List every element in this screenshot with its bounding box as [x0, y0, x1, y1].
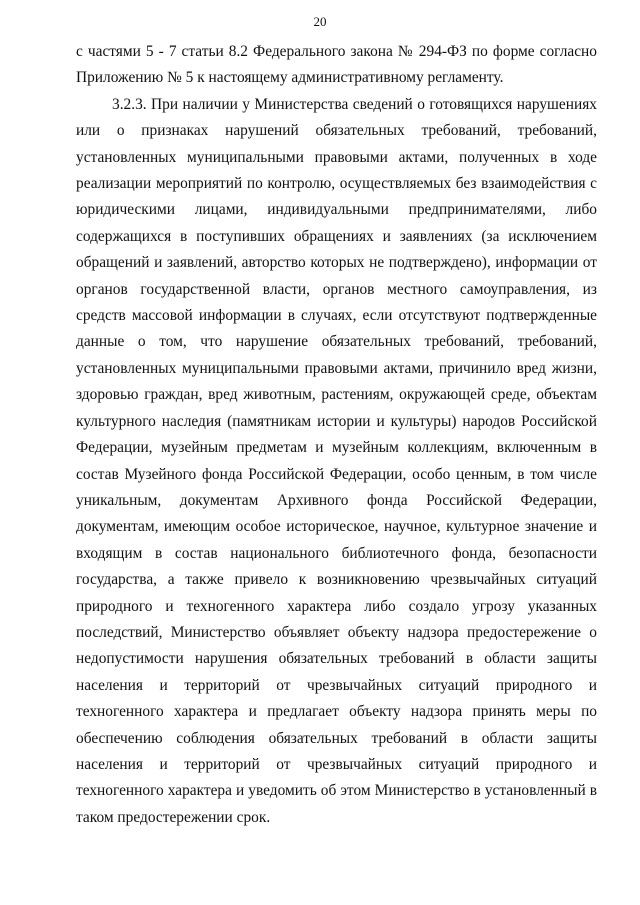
paragraph-3-2-3 — [76, 92, 597, 831]
text-line: уникальным, документам Архивного фонда Российской Федерации, — [76, 491, 597, 509]
text-line: государства, а также привело к возникновению чрезвычайных ситуаций — [76, 571, 597, 589]
text-line: здоровью граждан, вред животным, растениям, окружающей среде, объектам — [76, 386, 597, 404]
text-line: населения и территорий от чрезвычайных ситуаций природного и — [76, 676, 597, 694]
text-line: природного и техногенного характера либо создало угрозу указанных — [76, 597, 597, 615]
text-line: содержащихся в поступивших обращениях и заявлениях (за исключением — [76, 227, 597, 245]
text-line: установленных муниципальными правовыми актами, полученных в ходе — [76, 148, 597, 166]
text-line: Приложению № 5 к настоящему административному регламенту. — [76, 69, 504, 87]
text-line: культурного наследия (памятникам истории и культуры) народов Российской — [76, 412, 597, 430]
text-line: Федерации, музейным предметам и музейным коллекциям, включенным в — [76, 439, 597, 457]
text-line: 3.2.3. При наличии у Министерства сведений о готовящихся нарушениях — [112, 95, 597, 113]
text-line: документам, имеющим особое историческое, научное, культурное значение и — [76, 518, 597, 536]
text-line: таком предостережении срок. — [76, 808, 271, 826]
text-line: органов государственной власти, органов местного самоуправления, из — [76, 280, 597, 298]
document-body — [76, 39, 597, 831]
text-line: техногенного характера и предлагает объекту надзора принять меры по — [76, 703, 597, 721]
text-line: юридическими лицами, индивидуальными предпринимателями, либо — [76, 201, 597, 219]
paragraph-continuation — [76, 39, 597, 92]
text-line: с частями 5 - 7 статьи 8.2 Федерального закона № 294-ФЗ по форме согласно — [76, 43, 597, 60]
text-line: реализации мероприятий по контролю, осуществляемых без взаимодействия с — [76, 175, 597, 193]
text-line: установленных муниципальными правовыми актами, причинило вред жизни, — [76, 359, 597, 377]
text-line: входящим в состав национального библиотечного фонда, безопасности — [76, 544, 597, 562]
page-number: 20 — [313, 14, 327, 29]
text-line: состав Музейного фонда Российской Федерации, особо ценным, в том числе — [76, 465, 597, 483]
text-line: недопустимости нарушения обязательных требований в области защиты — [76, 650, 597, 668]
text-line: средств массовой информации в случаях, если отсутствуют подтвержденные — [76, 307, 597, 325]
text-line: обращений и заявлений, авторство которых не подтверждено), информации от — [76, 254, 597, 272]
text-line: техногенного характера и уведомить об этом Министерство в установленный в — [76, 782, 597, 800]
text-line: или о признаках нарушений обязательных требований, требований, — [76, 122, 597, 140]
text-line: обеспечению соблюдения обязательных требований в области защиты — [76, 729, 597, 747]
text-line: последствий, Министерство объявляет объекту надзора предостережение о — [76, 623, 597, 641]
text-line: населения и территорий от чрезвычайных ситуаций природного и — [76, 755, 597, 773]
text-line: данные о том, что нарушение обязательных требований, требований, — [76, 333, 597, 351]
